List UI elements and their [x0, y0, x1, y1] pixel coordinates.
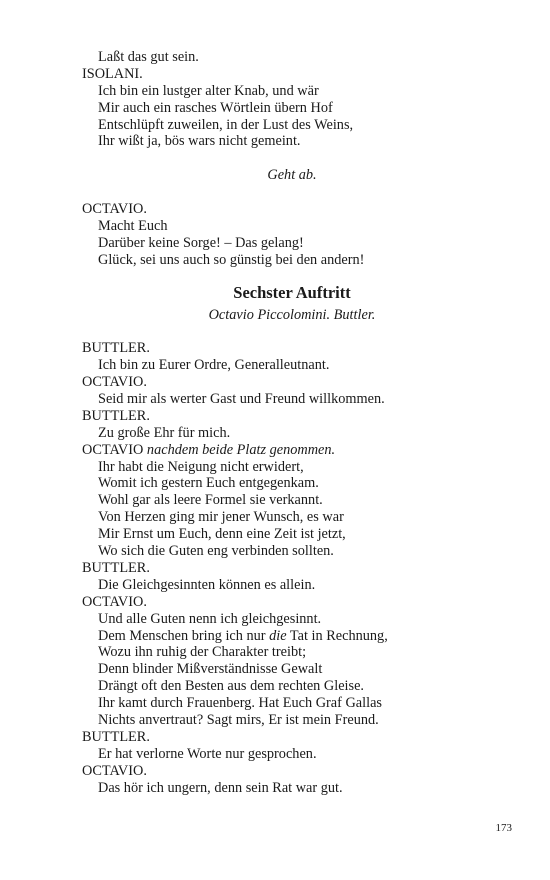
verse-line: Drängt oft den Besten aus dem rechten Gleise. — [98, 678, 364, 695]
speaker-name: BUTTLER. — [82, 407, 150, 424]
text-block — [82, 49, 502, 150]
text-block — [82, 644, 502, 796]
speaker-name: BUTTLER. — [82, 340, 150, 357]
verse-line: Laßt das gut sein. — [98, 49, 199, 65]
verse-line: Wo sich die Guten eng verbinden sollten. — [98, 543, 334, 560]
verse-line: Die Gleichgesinnten können es allein. — [98, 576, 316, 593]
speaker-name: OCTAVIO — [82, 441, 144, 458]
text-block — [82, 459, 502, 628]
verse-part: Tat in Rechnung, — [286, 627, 388, 644]
verse-line: Nichts anvertraut? Sagt mirs, Er ist mein Freund. — [98, 711, 379, 728]
stage-direction-inline: nachdem beide Platz genommen. — [146, 441, 336, 458]
verse-line: Und alle Guten nenn ich gleichgesinnt. — [98, 610, 322, 627]
verse-line: Denn blinder Mißverständnisse Gewalt — [98, 661, 323, 678]
verse-line: Ich bin ein lustger alter Knab, und wär — [98, 82, 319, 99]
verse-line — [82, 628, 502, 645]
speaker-with-direction — [82, 442, 502, 459]
speaker-name: OCTAVIO. — [82, 201, 147, 218]
page-number: 173 — [495, 822, 512, 834]
verse-line: Wohl gar als leere Formel sie verkannt. — [98, 492, 323, 509]
verse-part: Dem Menschen bring ich nur — [98, 627, 270, 644]
speaker-name: BUTTLER. — [82, 728, 150, 745]
speaker-name: ISOLANI. — [82, 65, 143, 82]
verse-line: Er hat verlorne Worte nur gesprochen. — [98, 745, 317, 762]
verse-line: Ich bin zu Eurer Ordre, Generalleutnant. — [98, 357, 330, 374]
verse-line: Zu große Ehr für mich. — [98, 424, 231, 441]
spacer — [82, 323, 502, 340]
text-block — [82, 201, 502, 269]
spacer — [82, 184, 502, 201]
verse-line: Das hör ich ungern, denn sein Rat war gut. — [98, 779, 343, 796]
verse-line: Entschlüpft zuweilen, in der Lust des Weins, — [98, 116, 354, 133]
verse-line: Von Herzen ging mir jener Wunsch, es war — [98, 509, 344, 526]
verse-line: Ihr wißt ja, bös wars nicht gemeint. — [98, 133, 301, 150]
scene-heading: Sechster Auftritt — [233, 282, 351, 302]
speaker-name: BUTTLER. — [82, 559, 150, 576]
speaker-name: OCTAVIO. — [82, 593, 147, 610]
verse-line: Ihr kamt durch Frauenberg. Hat Euch Graf Gallas — [98, 695, 382, 712]
spacer — [82, 150, 502, 167]
verse-line: Wozu ihn ruhig der Charakter treibt; — [98, 644, 307, 661]
verse-line: Mir auch ein rasches Wörtlein übern Hof — [98, 99, 333, 116]
verse-line: Womit ich gestern Euch entgegenkam. — [98, 475, 319, 492]
verse-line: Seid mir als werter Gast und Freund willkommen. — [98, 391, 385, 408]
verse-line: Darüber keine Sorge! – Das gelang! — [98, 234, 304, 251]
verse-line: Mir Ernst um Euch, denn eine Zeit ist jetzt, — [98, 526, 346, 543]
verse-line: Glück, sei uns auch so günstig bei den andern! — [98, 251, 365, 268]
text-block — [82, 340, 502, 441]
verse-line: Ihr habt die Neigung nicht erwidert, — [98, 458, 304, 475]
stage-direction: Geht ab. — [267, 167, 317, 184]
speaker-name: OCTAVIO. — [82, 374, 147, 391]
play-text — [82, 49, 502, 796]
emphasis: die — [269, 627, 287, 644]
scene-persons: Octavio Piccolomini. Buttler. — [208, 306, 376, 323]
speaker-name: OCTAVIO. — [82, 762, 147, 779]
verse-line: Macht Euch — [98, 217, 168, 234]
